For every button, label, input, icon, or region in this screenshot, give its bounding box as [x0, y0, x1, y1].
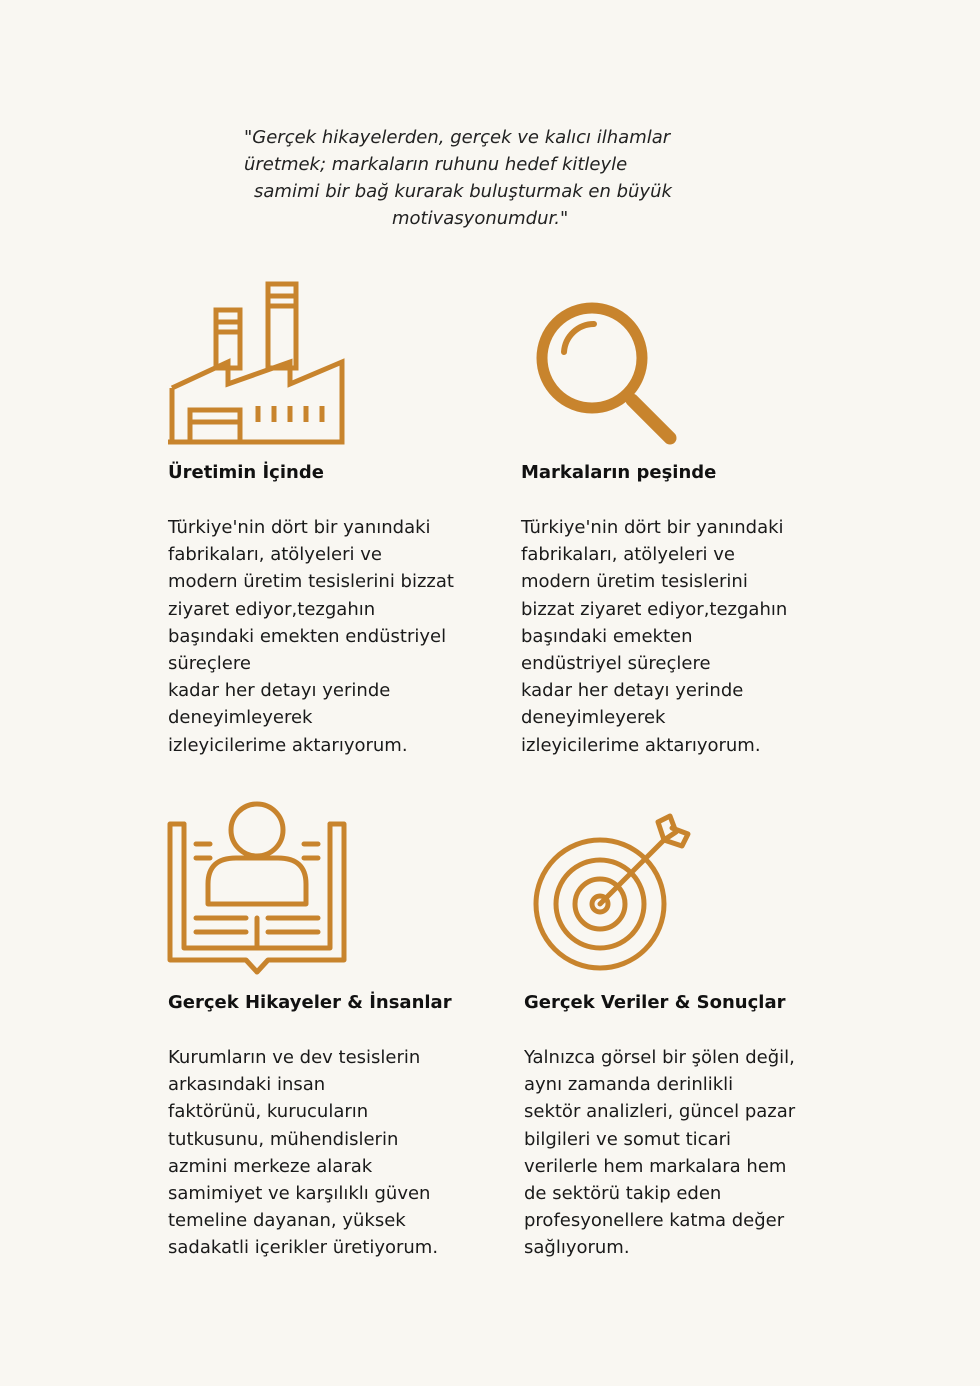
section-title: Markaların peşinde [521, 462, 717, 483]
body-line: sektör analizleri, güncel pazar [524, 1101, 796, 1123]
body-line: kadar her detayı yerinde [521, 680, 744, 702]
body-line: sağlıyorum. [524, 1237, 630, 1259]
body-line: modern üretim tesislerini [521, 571, 748, 593]
magnifier-icon [532, 300, 682, 450]
body-line: Türkiye'nin dört bir yanındaki [168, 517, 431, 538]
body-line: aynı zamanda derinlikli [524, 1074, 734, 1096]
quote-line: üretmek; markaların ruhunu hedef kitleyle [244, 154, 628, 175]
body-line: modern üretim tesislerini bizzat [168, 571, 454, 593]
quote-line: motivasyonumdur." [392, 208, 569, 229]
body-line: deneyimleyerek [521, 707, 666, 729]
target-arrow-icon [530, 810, 700, 972]
quote-line: "Gerçek hikayelerden, gerçek ve kalıcı ilhamlar [244, 127, 671, 148]
body-line: tutkusunu, mühendislerin [168, 1128, 399, 1150]
section-body [521, 514, 787, 759]
body-line: fabrikaları, atölyeleri ve [168, 544, 382, 566]
section-body [168, 1044, 438, 1262]
body-line: profesyonellere katma değer [524, 1210, 785, 1232]
body-line: samimiyet ve karşılıklı güven [168, 1183, 431, 1205]
body-line: azmini merkeze alarak [168, 1155, 373, 1177]
body-line: kadar her detayı yerinde [168, 680, 391, 702]
body-line: bizzat ziyaret ediyor,tezgahın [521, 598, 788, 620]
section-title: Üretimin İçinde [168, 462, 324, 483]
body-line: başındaki emekten [521, 625, 693, 647]
body-line: sadakatli içerikler üretiyorum. [168, 1237, 439, 1259]
section-title: Gerçek Hikayeler & İnsanlar [168, 992, 452, 1013]
body-line: Kurumların ve dev tesislerin [168, 1047, 421, 1068]
body-line: fabrikaları, atölyeleri ve [521, 544, 735, 566]
intro-quote [236, 124, 736, 232]
body-line: süreçlere [168, 653, 251, 675]
body-line: Türkiye'nin dört bir yanındaki [521, 517, 784, 538]
body-line: faktörünü, kurucuların [168, 1101, 369, 1123]
body-line: Yalnızca görsel bir şölen değil, [524, 1047, 795, 1068]
body-line: izleyicilerime aktarıyorum. [521, 734, 761, 756]
body-line: temeline dayanan, yüksek [168, 1210, 406, 1232]
quote-line: samimi bir bağ kurarak buluşturmak en büyük [254, 181, 672, 202]
body-line: de sektörü takip eden [524, 1183, 722, 1205]
body-line: verilerle hem markalara hem [524, 1155, 787, 1177]
body-line: ziyaret ediyor,tezgahın [168, 598, 376, 620]
section-body [524, 1044, 795, 1262]
body-line: arkasındaki insan [168, 1074, 326, 1096]
body-line: bilgileri ve somut ticari [524, 1128, 731, 1150]
body-line: deneyimleyerek [168, 707, 313, 729]
body-line: başındaki emekten endüstriyel [168, 625, 447, 647]
body-line: izleyicilerime aktarıyorum. [168, 734, 408, 756]
factory-icon [166, 280, 346, 448]
section-body [168, 514, 454, 759]
body-line: endüstriyel süreçlere [521, 653, 711, 675]
person-book-icon [166, 800, 348, 980]
section-title: Gerçek Veriler & Sonuçlar [524, 992, 786, 1013]
